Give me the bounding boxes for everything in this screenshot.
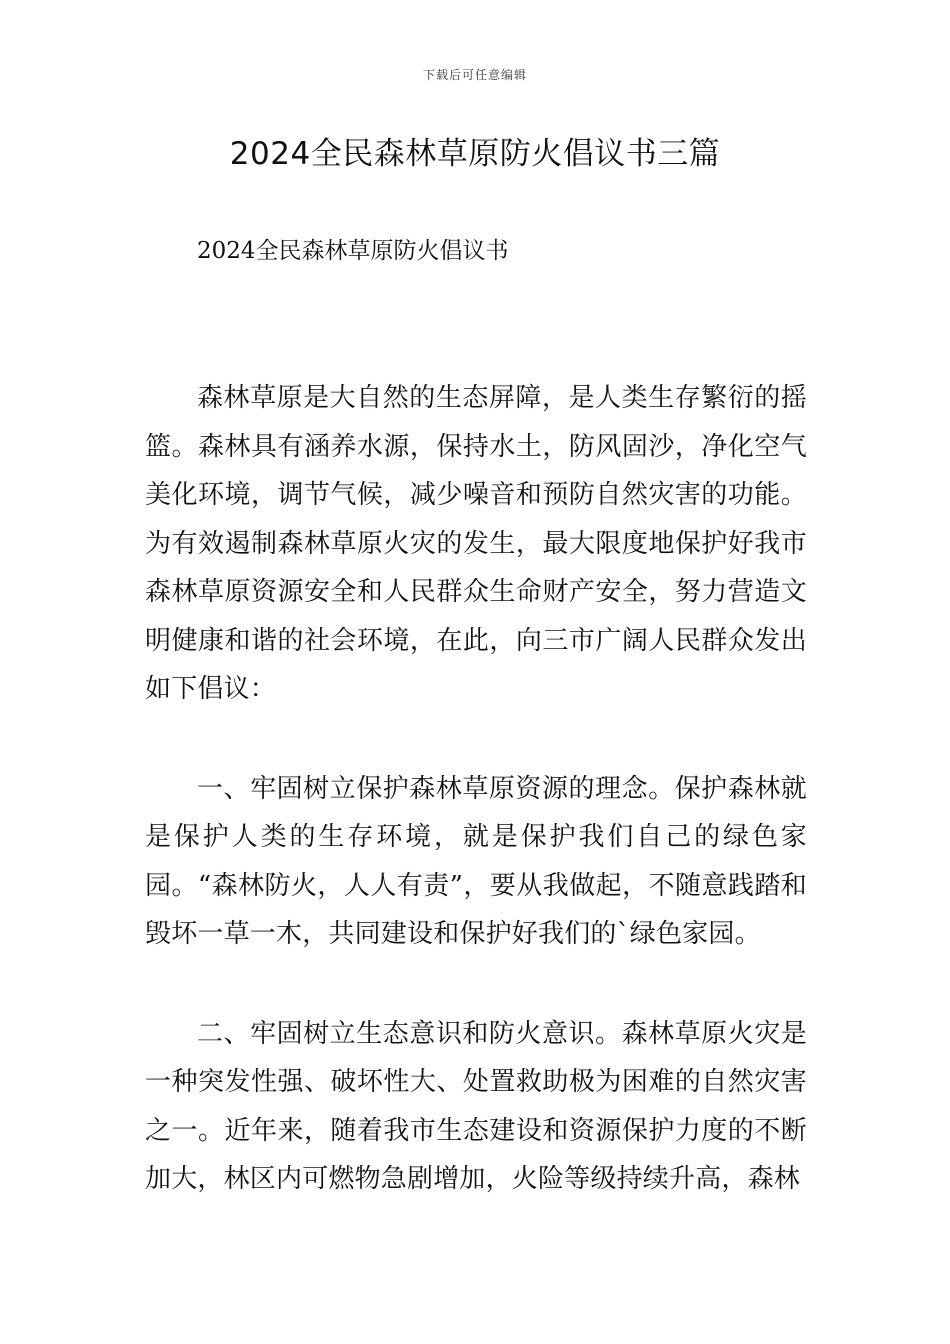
document-title: 2024全民森林草原防火倡议书三篇 [229,136,721,172]
paragraph-point-one: 一、牢固树立保护森林草原资源的理念。保护森林就是保护人类的生存环境，就是保护我们自己的绿色家园。“森林防火，人人有责”，要从我做起，不随意践踏和毁坏一草一木，共同建设和保护好我们的`绿色家园。 [145,773,807,949]
section-subtitle: 2024全民森林草原防火倡议书 [197,238,509,264]
document-body [145,374,807,1255]
paragraph-point-two: 二、牢固树立生态意识和防火意识。森林草原火灾是一种突发性强、破坏性大、处置救助极为困难的自然灾害之一。近年来，随着我市生态建设和资源保护力度的不断加大，林区内可燃物急剧增加，火险等级持续升高，森林 [145,1018,807,1194]
paragraph-intro: 森林草原是大自然的生态屏障，是人类生存繁衍的摇篮。森林具有涵养水源，保持水土，防风固沙，净化空气美化环境，调节气候，减少噪音和预防自然灾害的功能。为有效遏制森林草原火灾的发生，最大限度地保护好我市森林草原资源安全和人民群众生命财产安全，努力营造文明健康和谐的社会环境，在此，向三市广阔人民群众发出如下倡议： [145,383,807,704]
header-note: 下载后可任意编辑 [422,68,527,82]
